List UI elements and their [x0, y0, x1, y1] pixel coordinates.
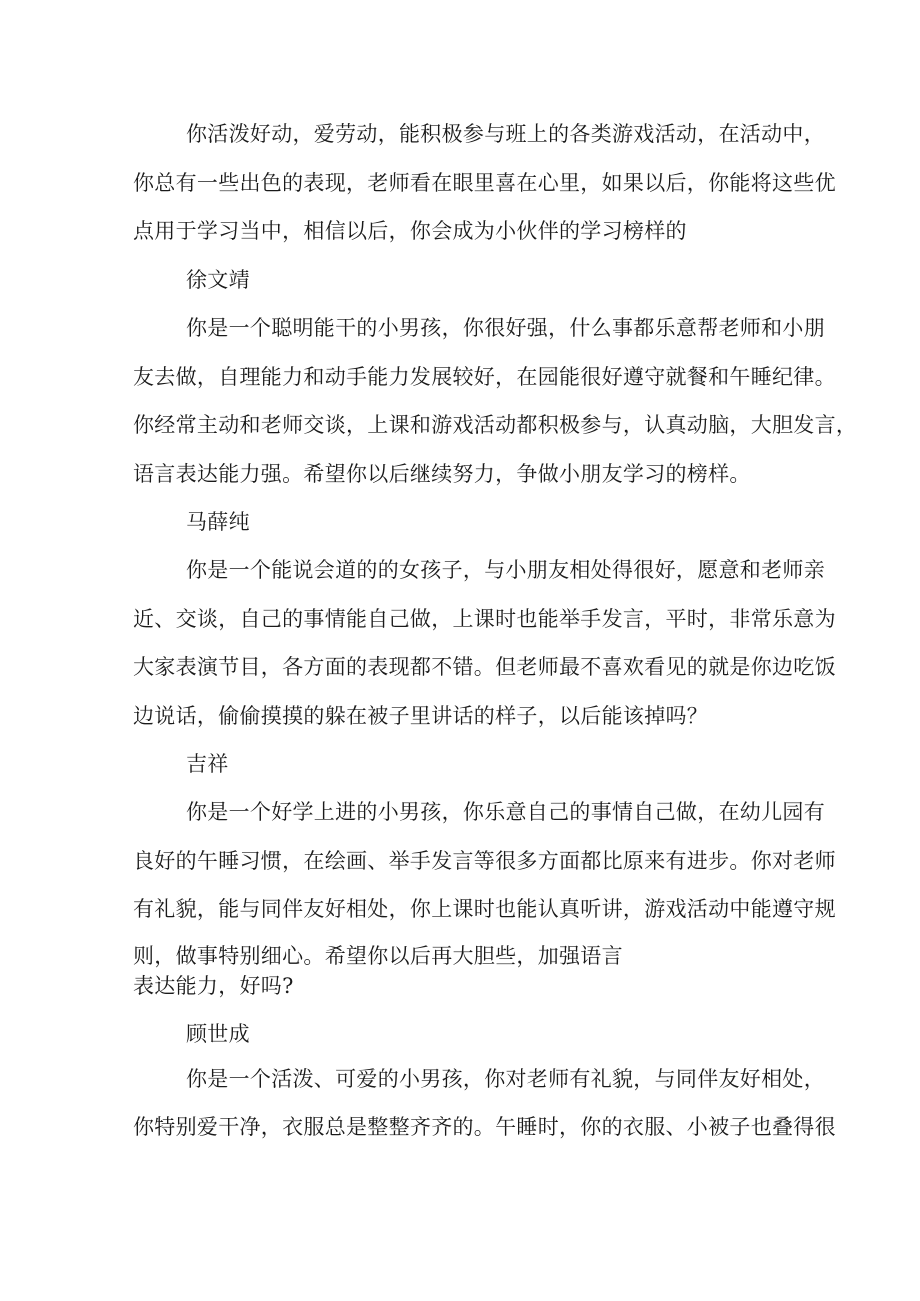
paragraph-line: 你是一个好学上进的小男孩，你乐意自己的事情自己做，在幼儿园有	[186, 800, 825, 824]
paragraph-line: 则，做事特别细心。希望你以后再大胆些，加强语言	[133, 944, 623, 968]
paragraph-line: 点用于学习当中，相信以后，你会成为小伙伴的学习榜样的	[133, 219, 687, 243]
paragraph-line: 有礼貌，能与同伴友好相处，你上课时也能认真听讲，游戏活动中能遵守规	[133, 897, 836, 921]
paragraph-line: 你总有一些出色的表现，老师看在眼里喜在心里，如果以后，你能将这些优	[133, 171, 836, 195]
paragraph-line: 近、交谈，自己的事情能自己做，上课时也能举手发言，平时，非常乐意为	[133, 607, 836, 631]
paragraph-line: 大家表演节目，各方面的表现都不错。但老师最不喜欢看见的就是你边吃饭	[133, 655, 836, 679]
paragraph-line: 语言表达能力强。希望你以后继续努力，争做小朋友学习的榜样。	[133, 462, 751, 486]
paragraph-line: 你是一个能说会道的的女孩子，与小朋友相处得很好，愿意和老师亲	[186, 558, 825, 582]
paragraph-line: 你是一个活泼、可爱的小男孩，你对老师有礼貌，与同伴友好相处，	[186, 1067, 825, 1091]
student-name-heading: 马薛纯	[186, 510, 250, 534]
paragraph-line: 良好的午睡习惯，在绘画、举手发言等很多方面都比原来有进步。你对老师	[133, 849, 836, 873]
paragraph-line: 友去做，自理能力和动手能力发展较好，在园能很好遵守就餐和午睡纪律。	[133, 365, 836, 389]
student-name-heading: 徐文靖	[186, 268, 250, 292]
paragraph-line: 你是一个聪明能干的小男孩，你很好强，什么事都乐意帮老师和小朋	[186, 316, 825, 340]
paragraph-line: 你经常主动和老师交谈，上课和游戏活动都积极参与，认真动脑，大胆发言，	[133, 413, 858, 437]
student-name-heading: 吉祥	[186, 752, 229, 776]
paragraph-line: 你特别爱干净，衣服总是整整齐齐的。午睡时，你的衣服、小被子也叠得很	[133, 1115, 836, 1139]
student-name-heading: 顾世成	[186, 1022, 250, 1046]
paragraph-line: 表达能力，好吗?	[133, 974, 294, 998]
paragraph-line: 你活泼好动，爱劳动，能积极参与班上的各类游戏活动，在活动中，	[186, 122, 825, 146]
paragraph-line: 边说话，偷偷摸摸的躲在被子里讲话的样子，以后能该掉吗？	[133, 704, 709, 728]
